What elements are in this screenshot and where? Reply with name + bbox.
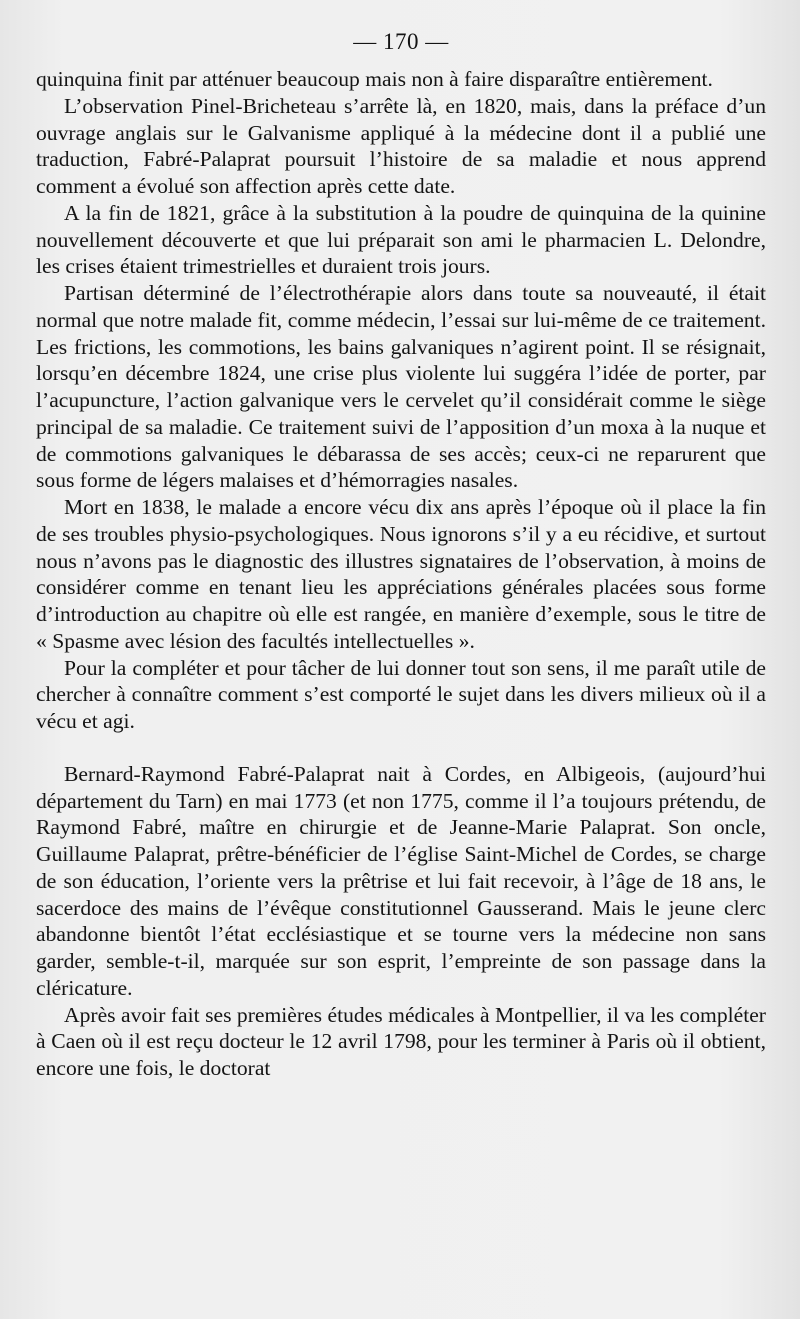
- paragraph-continuation: quinquina finit par atténuer beaucoup mais non à faire disparaître entièrement.: [36, 67, 713, 91]
- paragraph: A la fin de 1821, grâce à la substitution à la poudre de quinquina de la quinine nouvellement découverte et que lui préparait son ami le pharmacien L. Delondre, les crises étaient trimestrielles et duraient trois jours.: [36, 200, 766, 279]
- paragraph: L’observation Pinel-Bricheteau s’arrête là, en 1820, mais, dans la préface d’un ouvrage anglais sur le Galvanisme appliqué à la médecine dont il a publié une traduction, Fabré-Palaprat poursuit l’histoire de sa maladie et nous apprend comment a évolué son affection après cette date.: [36, 93, 766, 198]
- body-text: [36, 66, 766, 1082]
- paragraph: Bernard-Raymond Fabré-Palaprat nait à Cordes, en Albigeois, (aujourd’hui département du Tarn) en mai 1773 (et non 1775, comme il l’a toujours prétendu, de Raymond Fabré, maître en chirurgie et de Jeanne-Marie Palaprat. Son oncle, Guillaume Palaprat, prêtre-bénéficier de l’église Saint-Michel de Cordes, se charge de son éducation, l’oriente vers la prêtrise et lui fait recevoir, à l’âge de 18 ans, le sacerdoce des mains de l’évêque constitutionnel Gausserand. Mais le jeune clerc abandonne bientôt l’état ecclésiastique et se tourne vers la médecine non sans garder, semble-t-il, marquée sur son esprit, l’empreinte de son passage dans la cléricature.: [36, 761, 766, 1000]
- paragraph: Partisan déterminé de l’électrothérapie alors dans toute sa nouveauté, il était normal que notre malade fit, comme médecin, l’essai sur lui-même de ce traitement. Les frictions, les commotions, les bains galvaniques n’agirent point. Il se résignait, lorsqu’en décembre 1824, une crise plus violente lui suggéra l’idée de porter, par l’acupuncture, l’action galvanique vers le cervelet qu’il considérait comme le siège principal de sa maladie. Ce traitement suivi de l’apposition d’un moxa à la nuque et de commotions galvaniques le débarassa de ses accès; ceux-ci ne reparurent que sous forme de légers malaises et d’hémorragies nasales.: [36, 281, 766, 493]
- section-gap: [36, 735, 766, 761]
- paragraph: Pour la compléter et pour tâcher de lui donner tout son sens, il me paraît utile de chercher à connaître comment s’est comporté le sujet dans les divers milieux où il a vécu et agi.: [36, 655, 766, 733]
- paragraph: Mort en 1838, le malade a encore vécu dix ans après l’époque où il place la fin de ses troubles physio-psychologiques. Nous ignorons s’il y a eu récidive, et surtout nous n’avons pas le diagnostic des illustres signataires de l’observation, à moins de considérer comme en tenant lieu les appréciations générales placées sous forme d’introduction au chapitre où elle est rangée, en manière d’exemple, sous le titre de « Spasme avec lésion des facultés intellectuelles ».: [36, 495, 766, 653]
- paragraph: Après avoir fait ses premières études médicales à Montpellier, il va les compléter à Caen où il est reçu docteur le 12 avril 1798, pour les terminer à Paris où il obtient, encore une fois, le doctorat: [36, 1002, 766, 1080]
- page-number: — 170 —: [353, 29, 449, 54]
